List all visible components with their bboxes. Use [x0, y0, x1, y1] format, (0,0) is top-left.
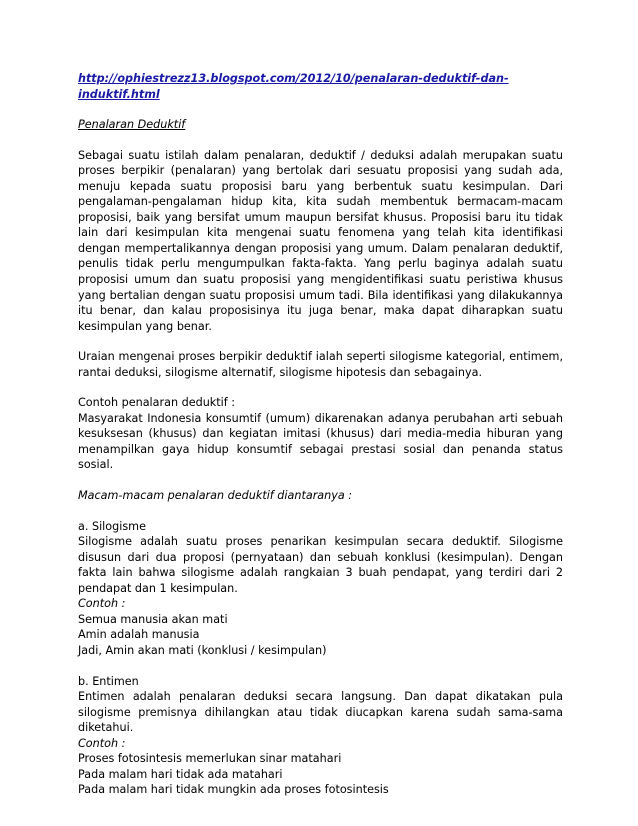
entimen-example-line: Pada malam hari tidak ada matahari	[78, 767, 283, 781]
document-page	[78, 71, 563, 798]
silogisme-example-line: Jadi, Amin akan mati (konklusi / kesimpulan)	[78, 643, 327, 657]
macam-title: Macam-macam penalaran deduktif diantaranya :	[78, 489, 353, 503]
silogisme-contoh-label: Contoh :	[78, 597, 126, 611]
entimen-paragraph: Entimen adalah penalaran deduksi secara langsung. Dan dapat dikatakan pula silogisme premisnya dihilangkan atau tidak diucapkan karena sudah sama-sama diketahui.	[78, 690, 563, 735]
intro-paragraph: Sebagai suatu istilah dalam penalaran, deduktif / deduksi adalah merupakan suatu proses berpikir (penalaran) yang bertolak dari sesuatu proposisi yang sudah ada, menuju kepada suatu proposisi baru yang berbentuk suatu kesimpulan. Dari pengalaman-pengalaman hidup kita, kita sudah membentuk bermacam-macam proposisi, baik yang bersifat umum maupun bersifat khusus. Proposisi baru itu tidak lain dari kesimpulan kita mengenai suatu fenomena yang telah kita identifikasi dengan mempertalikannya dengan proposisi yang umum. Dalam penalaran deduktif, penulis tidak perlu mengumpulkan fakta-fakta. Yang perlu baginya adalah suatu proposisi umum dan suatu proposisi yang mengidentifikasi suatu peristiwa khusus yang bertalian dengan suatu proposisi umum tadi. Bila identifikasi yang dilakukannya itu benar, dan kalau proposisinya itu juga benar, maka dapat diharapkan suatu kesimpulan yang benar.	[78, 148, 563, 333]
entimen-example-line: Proses fotosintesis memerlukan sinar matahari	[78, 752, 342, 766]
entimen-title: b. Entimen	[78, 674, 139, 688]
section-heading: Penalaran Deduktif	[78, 118, 186, 132]
entimen-example-line: Pada malam hari tidak mungkin ada proses fotosintesis	[78, 783, 389, 797]
contoh-paragraph: Masyarakat Indonesia konsumtif (umum) dikarenakan adanya perubahan arti sebuah kesuksesan (khusus) dan kegiatan imitasi (khusus) dari media-media hiburan yang menampilkan gaya hidup konsumtif sebagai prestasi sosial dan penanda status sosial.	[78, 411, 563, 472]
silogisme-example-line: Semua manusia akan mati	[78, 612, 228, 626]
entimen-contoh-label: Contoh :	[78, 736, 126, 750]
silogisme-title: a. Silogisme	[78, 519, 146, 533]
contoh-title: Contoh penalaran deduktif :	[78, 396, 236, 410]
source-url-link[interactable]: http://ophiestrezz13.blogspot.com/2012/10/penalaran-deduktif-dan-induktif.html	[78, 72, 509, 101]
uraian-paragraph: Uraian mengenai proses berpikir deduktif ialah seperti silogisme kategorial, entimem, rantai deduksi, silogisme alternatif, silogisme hipotesis dan sebagainya.	[78, 350, 563, 379]
silogisme-example-line: Amin adalah manusia	[78, 628, 200, 642]
silogisme-paragraph: Silogisme adalah suatu proses penarikan kesimpulan secara deduktif. Silogisme disusun dari dua proposi (pernyataan) dan sebuah konklusi (kesimpulan). Dengan fakta lain bahwa silogisme adalah rangkaian 3 buah pendapat, yang terdiri dari 2 pendapat dan 1 kesimpulan.	[78, 535, 563, 595]
